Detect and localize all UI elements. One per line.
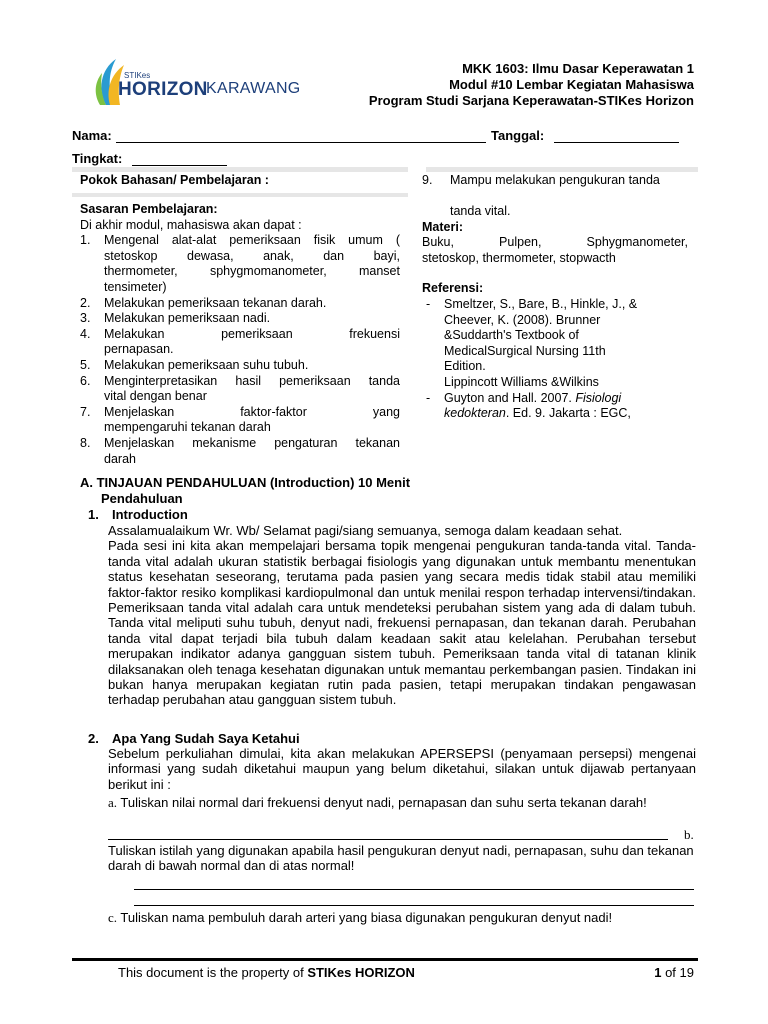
objective-number: 8. (80, 435, 91, 450)
logo-karawang-text: KARAWANG (206, 80, 301, 97)
objective-item (80, 233, 400, 295)
question-text: Tuliskan nilai normal dari frekuensi denyut nadi, pernapasan dan suhu serta tekanan darah! (120, 795, 647, 810)
objective-item (80, 311, 400, 327)
tanggal-input-line[interactable] (554, 142, 679, 143)
pokok-rule (72, 193, 408, 197)
objective-number: 5. (80, 357, 91, 372)
institution-logo (88, 55, 318, 110)
objective-item (80, 405, 400, 436)
subsection-1-title: Introduction (112, 507, 188, 522)
objective-list (80, 233, 400, 467)
course-code: MKK 1603: Ilmu Dasar Keperawatan 1 (462, 61, 694, 76)
objective-text: Menjelaskan faktor-faktor yang (104, 404, 400, 419)
objective-text-cont: tanda vital. (450, 204, 511, 218)
subsection-2-title: Apa Yang Sudah Saya Ketahui (112, 731, 300, 746)
objective-text: Mampu melakukan pengukuran tanda (450, 173, 660, 187)
tanggal-label: Tanggal: (491, 128, 545, 143)
left-column-rule (72, 167, 408, 172)
reference-line: Lippincott Williams &Wilkins (444, 374, 599, 389)
objective-number: 9. (422, 173, 433, 187)
apersepsi-paragraph: Sebelum perkuliahan dimulai, kita akan melakukan APERSEPSI (penyamaan persepsi) mengenai informasi yang sudah diketahui maupun yang belum diketahui, silakan untuk dijawab pertanyaan berikut ini : (108, 746, 696, 792)
objective-text: pernapasan. (104, 342, 174, 357)
objective-text: mempengaruhi tekanan darah (104, 420, 271, 435)
reference-publisher: . Ed. 9. Jakarta : EGC, (505, 406, 631, 421)
nama-input-line[interactable] (116, 142, 486, 143)
reference-line: Cheever, K. (2008). Brunner (444, 312, 601, 327)
materi-line-1: Buku, Pulpen, Sphygmanometer, (422, 235, 688, 250)
reference-line: Smeltzer, S., Bare, B., Hinkle, J., & (444, 296, 638, 311)
objective-item-9 (422, 173, 688, 204)
greeting: Assalamualaikum Wr. Wb/ Selamat pagi/siang semuanya, semoga dalam keadaan sehat. (108, 523, 623, 538)
right-column (422, 173, 688, 422)
answer-line-a[interactable] (108, 839, 668, 840)
objective-text: vital dengan benar (104, 389, 207, 404)
subsection-2-number: 2. (88, 731, 99, 746)
question-text: Tuliskan nama pembuluh darah arteri yang biasa digunakan pengukuran denyut nadi! (120, 910, 613, 925)
nama-label: Nama: (72, 128, 112, 143)
logo-horizon-text: HORIZON (118, 79, 208, 100)
logo-stikes-text: STIKes (124, 71, 151, 80)
answer-line-b2[interactable] (134, 905, 694, 906)
question-b-letter: b. (684, 827, 694, 842)
objective-text: Melakukan pemeriksaan tekanan darah. (104, 295, 327, 310)
objective-text: Melakukan pemeriksaan suhu tubuh. (104, 357, 309, 372)
objective-number: 3. (80, 311, 91, 326)
sasaran-label: Sasaran Pembelajaran: (80, 202, 218, 216)
program-name: Program Studi Sarjana Keperawatan-STIKes Horizon (368, 93, 694, 108)
question-a (108, 795, 647, 811)
question-letter: c. (108, 910, 118, 925)
reference-title-a: Fisiologi (575, 390, 622, 405)
reference-title-b: kedokteran (444, 406, 506, 421)
materi-label: Materi: (422, 219, 463, 234)
objective-item (80, 296, 400, 312)
sasaran-block (80, 202, 400, 467)
objective-number: 1. (80, 233, 91, 248)
reference-line: &Suddarth's Textbook of (444, 328, 579, 343)
objective-item (80, 358, 400, 374)
question-b: Tuliskan istilah yang digunakan apabila hasil pengukuran denyut nadi, pernapasan, suhu dan tekanan darah di bawah normal dan di atas normal! (108, 843, 694, 874)
objective-number: 7. (80, 404, 91, 419)
objective-text: Melakukan pemeriksaan frekuensi (104, 326, 400, 341)
tingkat-input-line[interactable] (132, 165, 227, 166)
materi-line-2: stetoskop, thermometer, stopwacth (422, 250, 616, 265)
objective-text: tensimeter) (104, 279, 167, 294)
right-column-rule (426, 167, 698, 172)
section-a-subtitle: Pendahuluan (101, 491, 183, 506)
objective-number: 6. (80, 373, 91, 388)
footer-org: STIKes HORIZON (307, 965, 415, 980)
objective-number: 4. (80, 326, 91, 341)
document-header (369, 61, 694, 109)
reference-item-1: - Smeltzer, S., Bare, B., Hinkle, J., & Cheever, K. (2008). Brunner &Suddarth's Textbook of MedicalSurgical Nursing 11th Edition. Lippincott Williams &Wilkins (422, 297, 688, 391)
objective-text: Menginterpretasikan hasil pemeriksaan tanda (104, 373, 400, 388)
objective-text: darah (104, 451, 136, 466)
tingkat-label: Tingkat: (72, 151, 123, 166)
objective-text: stetoskop dewasa, anak, dan bayi, (104, 248, 400, 263)
objective-number: 2. (80, 295, 91, 310)
objective-text: thermometer, sphygmomanometer, manset (104, 264, 400, 279)
reference-item-2: - Guyton and Hall. 2007. Fisiologi kedokteran. Ed. 9. Jakarta : EGC, (426, 390, 631, 421)
footer-rule (72, 958, 698, 961)
introduction-paragraph: Pada sesi ini kita akan mempelajari bersama topik mengenai pengukuran tanda-tanda vital. Tanda-tanda vital adalah ukuran statistik berbagai fisiologis yang digunakan untuk membantu menentukan status kesehatan seseorang, terutama pada pasien yang secara medis tidak stabil atau memiliki faktor-faktor resiko komplikasi kardiopulmonal dan untuk menilai respon terhadap intervensi/tindakan. Pemeriksaan tanda vital adalah cara untuk mendeteksi perubahan sistem yang ada di dalam tubuh. Tanda vital meliputi suhu tubuh, denyut nadi, frekuensi pernapasan, dan tekanan darah. Perubahan tanda vital dapat terjadi bila tubuh dalam keadaan sakit atau kelelahan. Perubahan tersebut merupakan indikator adanya gangguan sistem tubuh. Pemeriksaan tanda vital di tatanan klinik dilaksanakan oleh tenaga kesehatan digunakan untuk memantau perkembangan pasien. Tindakan ini bukan hanya merupakan kegiatan rutin pada pasien, tetapi merupakan tindakan pengawasan terhadap perubahan atau gangguan sistem tubuh. (108, 538, 696, 708)
current-page: 1 (654, 965, 662, 980)
objective-text: Melakukan pemeriksaan nadi. (104, 311, 271, 326)
introduction-text (108, 523, 696, 708)
objective-item (80, 327, 400, 358)
question-letter: a. (108, 795, 118, 810)
objective-text: Menjelaskan mekanisme pengaturan tekanan (104, 435, 400, 450)
pokok-bahasan-label: Pokok Bahasan/ Pembelajaran : (80, 173, 269, 187)
question-c (108, 910, 612, 926)
module-title: Modul #10 Lembar Kegiatan Mahasiswa (449, 77, 694, 92)
footer-text: This document is the property of (118, 965, 308, 980)
answer-line-b1[interactable] (134, 889, 694, 890)
reference-line: Edition. (444, 359, 486, 374)
reference-line: MedicalSurgical Nursing 11th (444, 343, 606, 358)
sasaran-intro: Di akhir modul, mahasiswa akan dapat : (80, 217, 302, 232)
subsection-1-number: 1. (88, 507, 99, 522)
total-pages: of 19 (661, 965, 694, 980)
objective-item (80, 374, 400, 405)
section-a-title: A. TINJAUAN PENDAHULUAN (Introduction) 10 Menit (80, 475, 411, 490)
referensi-label: Referensi: (422, 281, 484, 296)
objective-text: Mengenal alat-alat pemeriksaan fisik umum ( (104, 233, 400, 248)
objective-item (80, 436, 400, 467)
page-number (654, 965, 694, 980)
footer-ownership (118, 965, 415, 980)
reference-lines (444, 297, 688, 391)
reference-author: Guyton and Hall. 2007. (444, 390, 576, 405)
